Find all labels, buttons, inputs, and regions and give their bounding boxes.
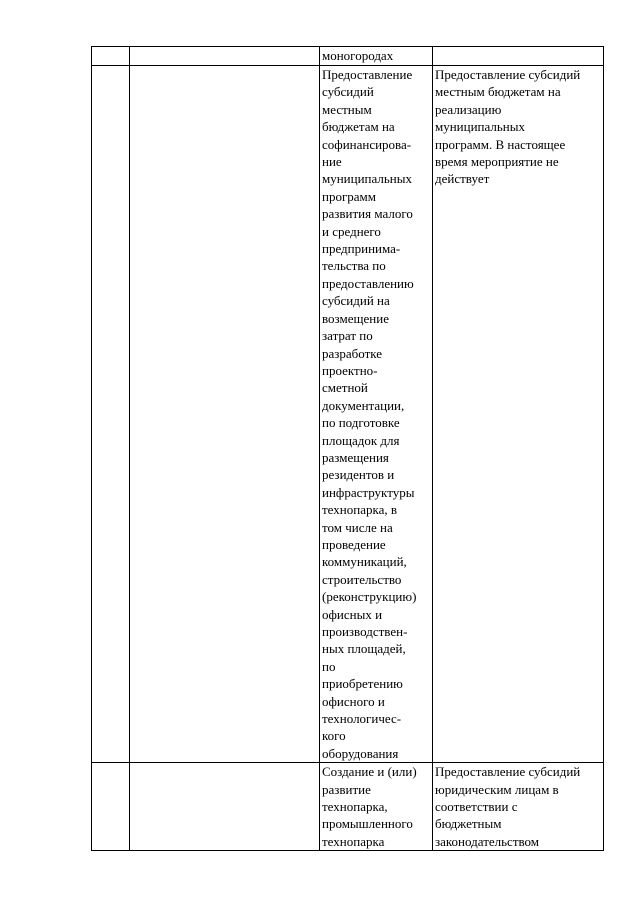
measures-table: [91, 46, 604, 851]
table-cell-empty: [130, 66, 320, 763]
table-row: [92, 763, 604, 851]
description-cell: Предоставление субсидий юридическим лицам в соответствии с бюджетным законодательством: [433, 763, 604, 851]
table-row: [92, 66, 604, 763]
activity-cell: моногородах: [320, 47, 433, 66]
table-cell-empty: [92, 66, 130, 763]
description-cell: [433, 47, 604, 66]
activity-cell: Предоставление субсидий местным бюджетам на софинансирова- ние муниципальных программ развития малого и среднего предпринима- тельства по предоставлению субсидий на возмещение затрат по разработке проектно- сметной документации, по подготовке площадок для размещения резидентов и инфраструктуры технопарка, в том числе на проведение коммуникаций, строительство (реконструкцию) офисных и производствен- ных площадей, по приобретению офисного и технологичес- кого оборудования: [320, 66, 433, 763]
table-cell-empty: [130, 47, 320, 66]
table-row: [92, 47, 604, 66]
description-cell: Предоставление субсидий местным бюджетам на реализацию муниципальных программ. В настоящее время мероприятие не действует: [433, 66, 604, 763]
table-cell-empty: [92, 763, 130, 851]
activity-cell: Создание и (или) развитие технопарка, промышленного технопарка: [320, 763, 433, 851]
table-cell-empty: [130, 763, 320, 851]
table-cell-empty: [92, 47, 130, 66]
